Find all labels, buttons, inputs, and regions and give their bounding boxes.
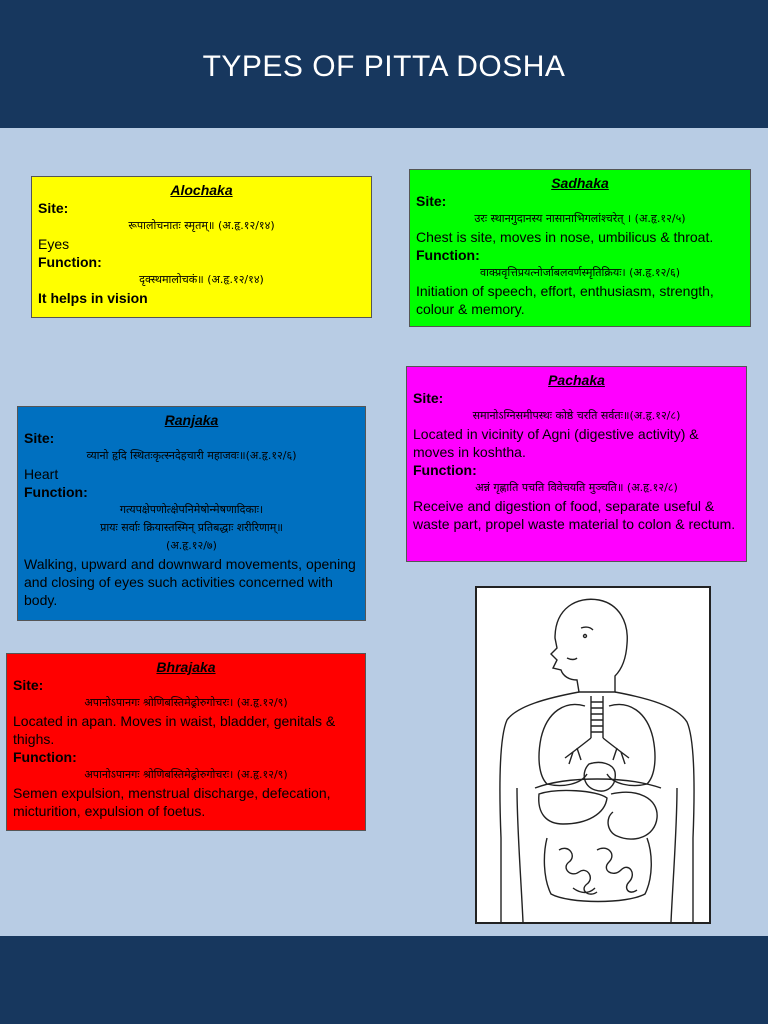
bhrajaka-box [6, 653, 366, 831]
site-text: Located in vicinity of Agni (digestive activity) & moves in koshtha. [413, 426, 699, 460]
function-verse-line-2: प्रायः सर्वाः क्रियास्तस्मिन् प्रतिबद्धाः शरीरिणाम्॥ [100, 521, 283, 534]
function-text: Initiation of speech, effort, enthusiasm, strength, colour & memory. [416, 283, 714, 317]
function-verse-line-1: गत्यपक्षेपणोत्क्षेपनिमेषोन्मेषणादिकाः। [119, 503, 264, 516]
function-verse: अन्नं गृह्णाति पचति विवेचयति मुञ्चति॥ (अ.हृ.१२/८) [475, 481, 678, 494]
function-label: Function: [416, 247, 480, 263]
function-text: It helps in vision [38, 290, 148, 306]
footer-banner [0, 936, 768, 1024]
site-verse: रूपालोचनातः स्मृतम्॥ (अ.हृ.१२/१४) [128, 219, 275, 232]
function-label: Function: [24, 484, 88, 500]
box-title: Pachaka [548, 372, 605, 388]
anatomy-illustration [475, 586, 711, 924]
box-title: Bhrajaka [156, 659, 216, 675]
site-label: Site: [13, 677, 44, 693]
site-verse: उरः स्थानगुदानस्य नासानाभिगलांश्चरेत् । (अ.हृ.१२/५) [474, 212, 686, 225]
ranjaka-box [17, 406, 366, 621]
header-banner [0, 0, 768, 128]
function-verse-line-3: (अ.हृ.१२/७) [166, 539, 217, 552]
function-verse: दृक्स्थमालोचकं॥ (अ.हृ.१२/१४) [139, 273, 264, 286]
function-text: Receive and digestion of food, separate useful & waste part, propel waste material to colon & rectum. [413, 498, 736, 532]
site-verse: व्यानो हृदि स्थितःकृत्स्नदेहचारी महाजवः॥(अ.हृ.१२/६) [86, 449, 297, 462]
site-verse: अपानोऽपानगः श्रोणिबस्तिमेढ्रोरुगोचरः। (अ.हृ.१२/९) [84, 696, 288, 709]
human-torso-drawing [477, 588, 709, 922]
site-label: Site: [416, 193, 447, 209]
function-verse: वाक्प्रवृत्तिप्रयत्नोर्जाबलवर्णस्मृतिक्रियः। (अ.हृ.१२/६) [479, 266, 681, 279]
page-title: TYPES OF PITTA DOSHA [202, 50, 566, 83]
site-text: Chest is site, moves in nose, umbilicus & throat. [416, 229, 714, 245]
site-text: Heart [24, 466, 59, 482]
site-label: Site: [413, 390, 444, 406]
site-verse: समानोऽग्निसमीपस्थः कोष्ठे चरति सर्वतः॥(अ.हृ.१२/८) [472, 409, 681, 422]
function-label: Function: [13, 749, 77, 765]
function-label: Function: [413, 462, 477, 478]
function-label: Function: [38, 254, 102, 270]
function-verse: अपानोऽपानगः श्रोणिबस्तिमेढ्रोरुगोचरः। (अ.हृ.१२/९) [84, 768, 288, 781]
site-label: Site: [24, 430, 55, 446]
function-text: Walking, upward and downward movements, opening and closing of eyes such activities concerned with body. [24, 556, 356, 608]
box-title: Sadhaka [551, 175, 609, 191]
sadhaka-box [409, 169, 751, 327]
box-title: Alochaka [170, 182, 233, 198]
alochaka-box [31, 176, 372, 318]
box-title: Ranjaka [164, 412, 219, 428]
pachaka-box [406, 366, 747, 562]
site-label: Site: [38, 200, 69, 216]
site-text: Located in apan. Moves in waist, bladder, genitals & thighs. [13, 713, 336, 747]
site-text: Eyes [38, 236, 70, 252]
function-text: Semen expulsion, menstrual discharge, defecation, micturition, expulsion of foetus. [13, 785, 331, 819]
